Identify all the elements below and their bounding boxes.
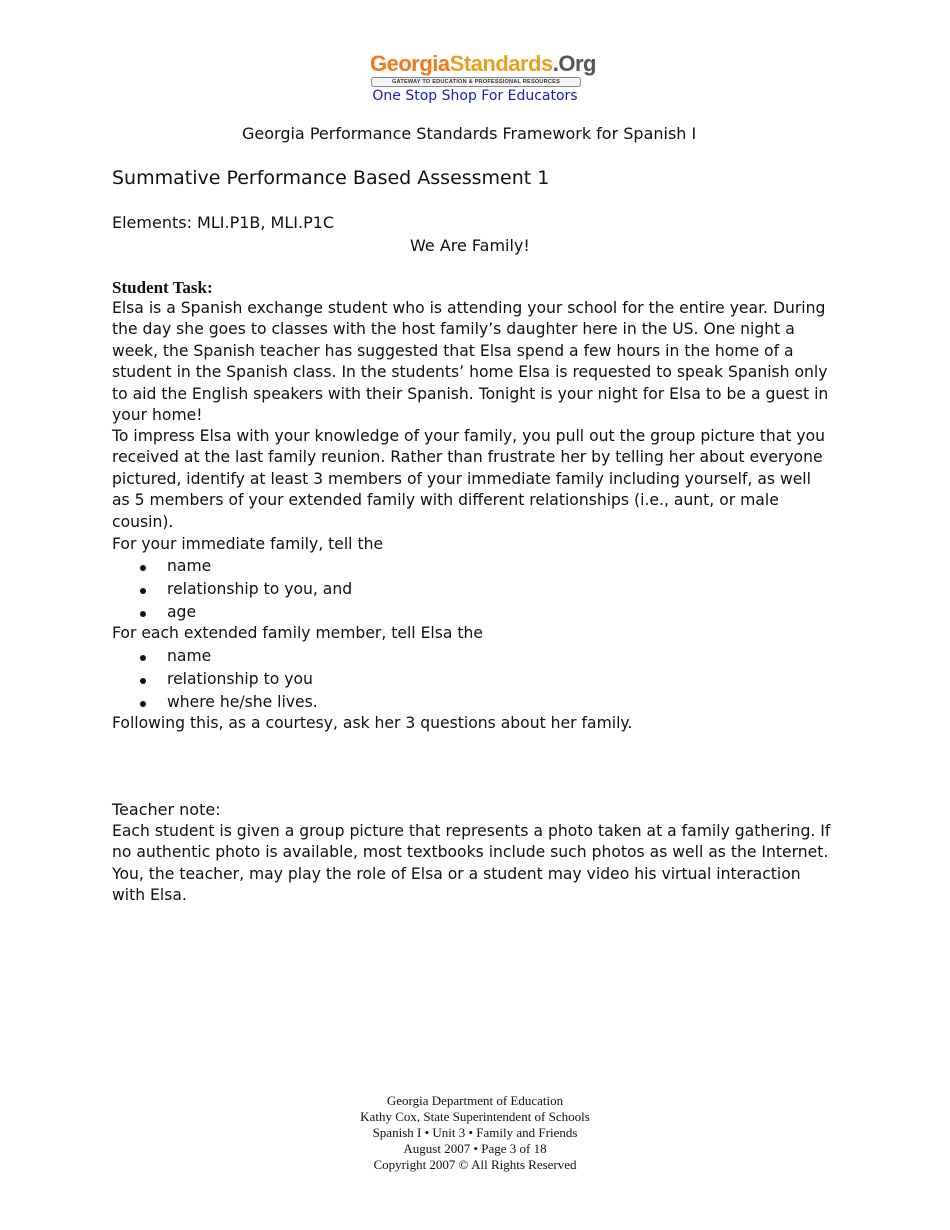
bullet-dot	[140, 588, 146, 594]
logo-word-standards: Standards	[449, 51, 553, 76]
bullet-dot	[140, 611, 146, 617]
georgiastandards-logo	[370, 51, 596, 87]
list-item-text: name	[167, 647, 212, 665]
footer-line: Spanish I • Unit 3 • Family and Friends	[372, 1125, 578, 1140]
task-paragraph-2: To impress Elsa with your knowledge of your family, you pull out the group picture that you received at the last family reunion. Rather than frustrate her by telling her about everyone pictured, identify at least 3 members of your immediate family including yourself, as well as 5 members of your extended family with different relationships (i.e., aunt, or male cousin).	[112, 427, 826, 531]
list-item-text: relationship to you	[167, 670, 313, 688]
closing-instruction: Following this, as a courtesy, ask her 3 questions about her family.	[112, 714, 633, 732]
logo-wordmark	[370, 51, 596, 76]
bullet-dot	[140, 701, 146, 707]
bullet-dot	[140, 678, 146, 684]
unit-title: We Are Family!	[410, 236, 530, 255]
immediate-family-intro: For your immediate family, tell the	[112, 535, 384, 553]
list-item-text: relationship to you, and	[167, 580, 353, 598]
footer-line: Georgia Department of Education	[386, 1093, 564, 1108]
teacher-note-heading: Teacher note:	[112, 800, 221, 819]
logo-word-org: .Org	[552, 51, 596, 76]
list-item-text: where he/she lives.	[167, 693, 318, 711]
logo-tagline: GATEWAY TO EDUCATION & PROFESSIONAL RESOURCES	[371, 77, 581, 87]
extended-family-intro: For each extended family member, tell Elsa the	[112, 624, 483, 642]
framework-title: Georgia Performance Standards Framework for Spanish I	[242, 124, 697, 143]
teacher-note-text-2: You, the teacher, may play the role of Elsa or a student may video his virtual interaction with Elsa.	[112, 865, 801, 905]
logo-subtitle: One Stop Shop For Educators	[372, 88, 578, 104]
bullet-dot	[140, 565, 146, 571]
footer-line: August 2007 • Page 3 of 18	[403, 1141, 547, 1156]
list-item-text: name	[167, 557, 212, 575]
teacher-note-text-1: Each student is given a group picture that represents a photo taken at a family gathering. If no authentic photo is available, most textbooks include such photos as well as the Internet.	[112, 822, 831, 862]
list-item-text: age	[167, 603, 197, 621]
assessment-title: Summative Performance Based Assessment 1	[112, 167, 550, 189]
student-task-heading: Student Task:	[112, 278, 213, 297]
page-footer	[275, 1093, 675, 1173]
footer-line: Copyright 2007 © All Rights Reserved	[373, 1157, 577, 1172]
task-paragraph-1: Elsa is a Spanish exchange student who is attending your school for the entire year. During the day she goes to classes with the host family’s daughter here in the US. One night a week, the Spanish teacher has suggested that Elsa spend a few hours in the home of a student in the Spanish class. In the students’ home Elsa is requested to speak Spanish only to aid the English speakers with their Spanish. Tonight is your night for Elsa to be a guest in your home!	[112, 299, 829, 425]
logo-word-georgia: Georgia	[370, 51, 450, 76]
bullet-dot	[140, 655, 146, 661]
elements-line: Elements: MLI.P1B, MLI.P1C	[112, 213, 335, 232]
footer-line: Kathy Cox, State Superintendent of Schools	[360, 1109, 590, 1124]
